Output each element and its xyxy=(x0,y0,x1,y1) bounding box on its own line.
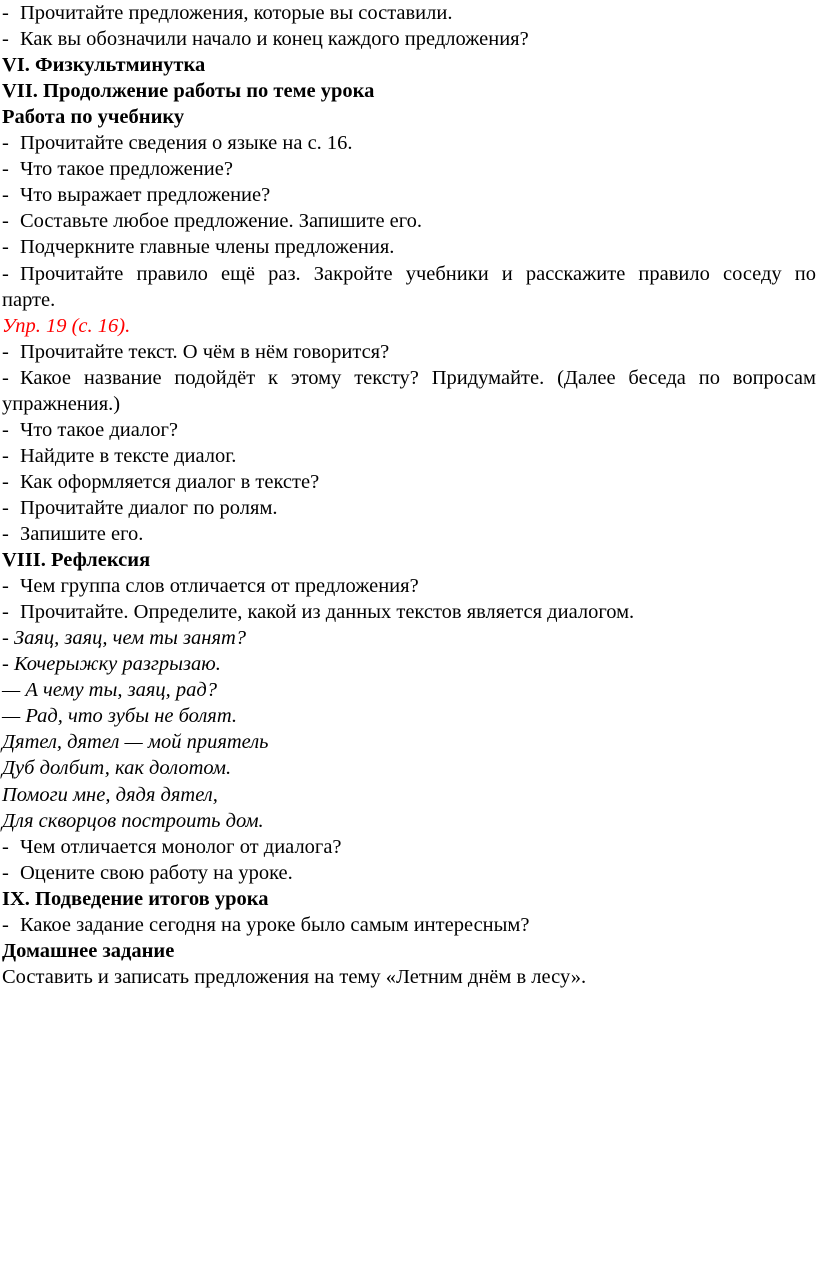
line-text: Прочитайте. Определите, какой из данных текстов является диалогом. xyxy=(20,601,635,624)
line-text: — Рад, что зубы не болят. xyxy=(2,705,238,728)
question-item xyxy=(2,365,816,391)
list-dash: - xyxy=(2,158,9,181)
line-text: Какое название подойдёт к этому тексту? Придумайте. (Далее беседа по вопросам xyxy=(20,366,816,389)
question-item xyxy=(2,495,816,521)
section-heading xyxy=(2,886,816,912)
list-dash: - xyxy=(2,861,9,884)
line-text: упражнения.) xyxy=(2,392,121,415)
poem-line xyxy=(2,625,816,651)
line-text: Что такое предложение? xyxy=(20,158,233,181)
question-item xyxy=(2,860,816,886)
line-text: Помоги мне, дядя дятел, xyxy=(2,783,218,806)
section-heading xyxy=(2,78,816,104)
line-text: Прочитайте правило ещё раз. Закройте учебники и расскажите правило соседу по xyxy=(20,262,816,285)
poem-line xyxy=(2,808,816,834)
question-item xyxy=(2,417,816,443)
line-text: Дуб долбит, как долотом. xyxy=(2,757,232,780)
line-text: Дятел, дятел — мой приятель xyxy=(2,731,269,754)
question-item xyxy=(2,834,816,860)
poem-line xyxy=(2,729,816,755)
line-text: VIII. Рефлексия xyxy=(2,549,151,572)
question-item xyxy=(2,0,816,26)
question-item xyxy=(2,261,816,287)
line-text: Прочитайте диалог по ролям. xyxy=(20,496,278,519)
list-dash: - xyxy=(2,835,9,858)
list-dash: - xyxy=(2,496,9,519)
question-item xyxy=(2,26,816,52)
line-text: Составить и записать предложения на тему «Летним днём в лесу». xyxy=(2,965,587,988)
line-text: Прочитайте текст. О чём в нём говорится? xyxy=(20,340,390,363)
line-text: - Кочерыжку разгрызаю. xyxy=(2,653,221,676)
line-text: Подчеркните главные члены предложения. xyxy=(20,236,395,259)
poem-line xyxy=(2,755,816,781)
question-item xyxy=(2,521,816,547)
question-item xyxy=(2,234,816,260)
question-item xyxy=(2,156,816,182)
section-heading xyxy=(2,938,816,964)
list-dash: - xyxy=(2,366,9,389)
poem-line xyxy=(2,782,816,808)
line-text: Запишите его. xyxy=(20,523,144,545)
line-text: Чем отличается монолог от диалога? xyxy=(20,835,342,858)
line-text: парте. xyxy=(2,288,56,311)
line-text: Что выражает предложение? xyxy=(20,184,271,207)
line-text: Составьте любое предложение. Запишите его. xyxy=(20,210,423,233)
question-item xyxy=(2,573,816,599)
list-dash: - xyxy=(2,2,9,24)
line-text: VII. Продолжение работы по теме урока xyxy=(2,80,375,103)
list-dash: - xyxy=(2,523,9,545)
line-text: Как оформляется диалог в тексте? xyxy=(20,470,320,493)
list-dash: - xyxy=(2,601,9,624)
section-heading xyxy=(2,52,816,78)
line-text: IX. Подведение итогов урока xyxy=(2,887,269,910)
list-dash: - xyxy=(2,444,9,467)
list-dash: - xyxy=(2,132,9,155)
poem-line xyxy=(2,677,816,703)
list-dash: - xyxy=(2,210,9,233)
line-text: Упр. 19 (с. 16). xyxy=(2,314,131,337)
list-dash: - xyxy=(2,575,9,598)
line-text: Что такое диалог? xyxy=(20,418,179,441)
list-dash: - xyxy=(2,913,9,936)
list-dash: - xyxy=(2,418,9,441)
question-item xyxy=(2,182,816,208)
question-item xyxy=(2,443,816,469)
list-dash: - xyxy=(2,184,9,207)
question-item xyxy=(2,339,816,365)
line-text: Работа по учебнику xyxy=(2,106,185,129)
question-item xyxy=(2,912,816,938)
list-dash: - xyxy=(2,262,9,285)
line-text: Какое задание сегодня на уроке было самым интересным? xyxy=(20,913,530,936)
line-text: Домашнее задание xyxy=(2,939,175,962)
section-heading xyxy=(2,104,816,130)
line-text: Для скворцов построить дом. xyxy=(2,809,264,832)
poem-line xyxy=(2,651,816,677)
text-line xyxy=(2,391,816,417)
line-text: Оцените свою работу на уроке. xyxy=(20,861,293,884)
list-dash: - xyxy=(2,470,9,493)
list-dash: - xyxy=(2,340,9,363)
question-item xyxy=(2,469,816,495)
list-dash: - xyxy=(2,28,9,51)
line-text: Чем группа слов отличается от предложения? xyxy=(20,575,419,598)
line-text: VI. Физкультминутка xyxy=(2,54,206,77)
line-text: Прочитайте сведения о языке на с. 16. xyxy=(20,132,353,155)
question-item xyxy=(2,130,816,156)
line-text: Прочитайте предложения, которые вы составили. xyxy=(20,2,453,24)
line-text: Найдите в тексте диалог. xyxy=(20,444,237,467)
text-line xyxy=(2,287,816,313)
text-line xyxy=(2,964,816,990)
line-text: — А чему ты, заяц, рад? xyxy=(2,679,218,702)
list-dash: - xyxy=(2,236,9,259)
section-heading xyxy=(2,547,816,573)
poem-line xyxy=(2,703,816,729)
question-item xyxy=(2,599,816,625)
line-text: - Заяц, заяц, чем ты занят? xyxy=(2,627,247,650)
question-item xyxy=(2,208,816,234)
exercise-reference xyxy=(2,313,816,339)
line-text: Как вы обозначили начало и конец каждого предложения? xyxy=(20,28,529,51)
